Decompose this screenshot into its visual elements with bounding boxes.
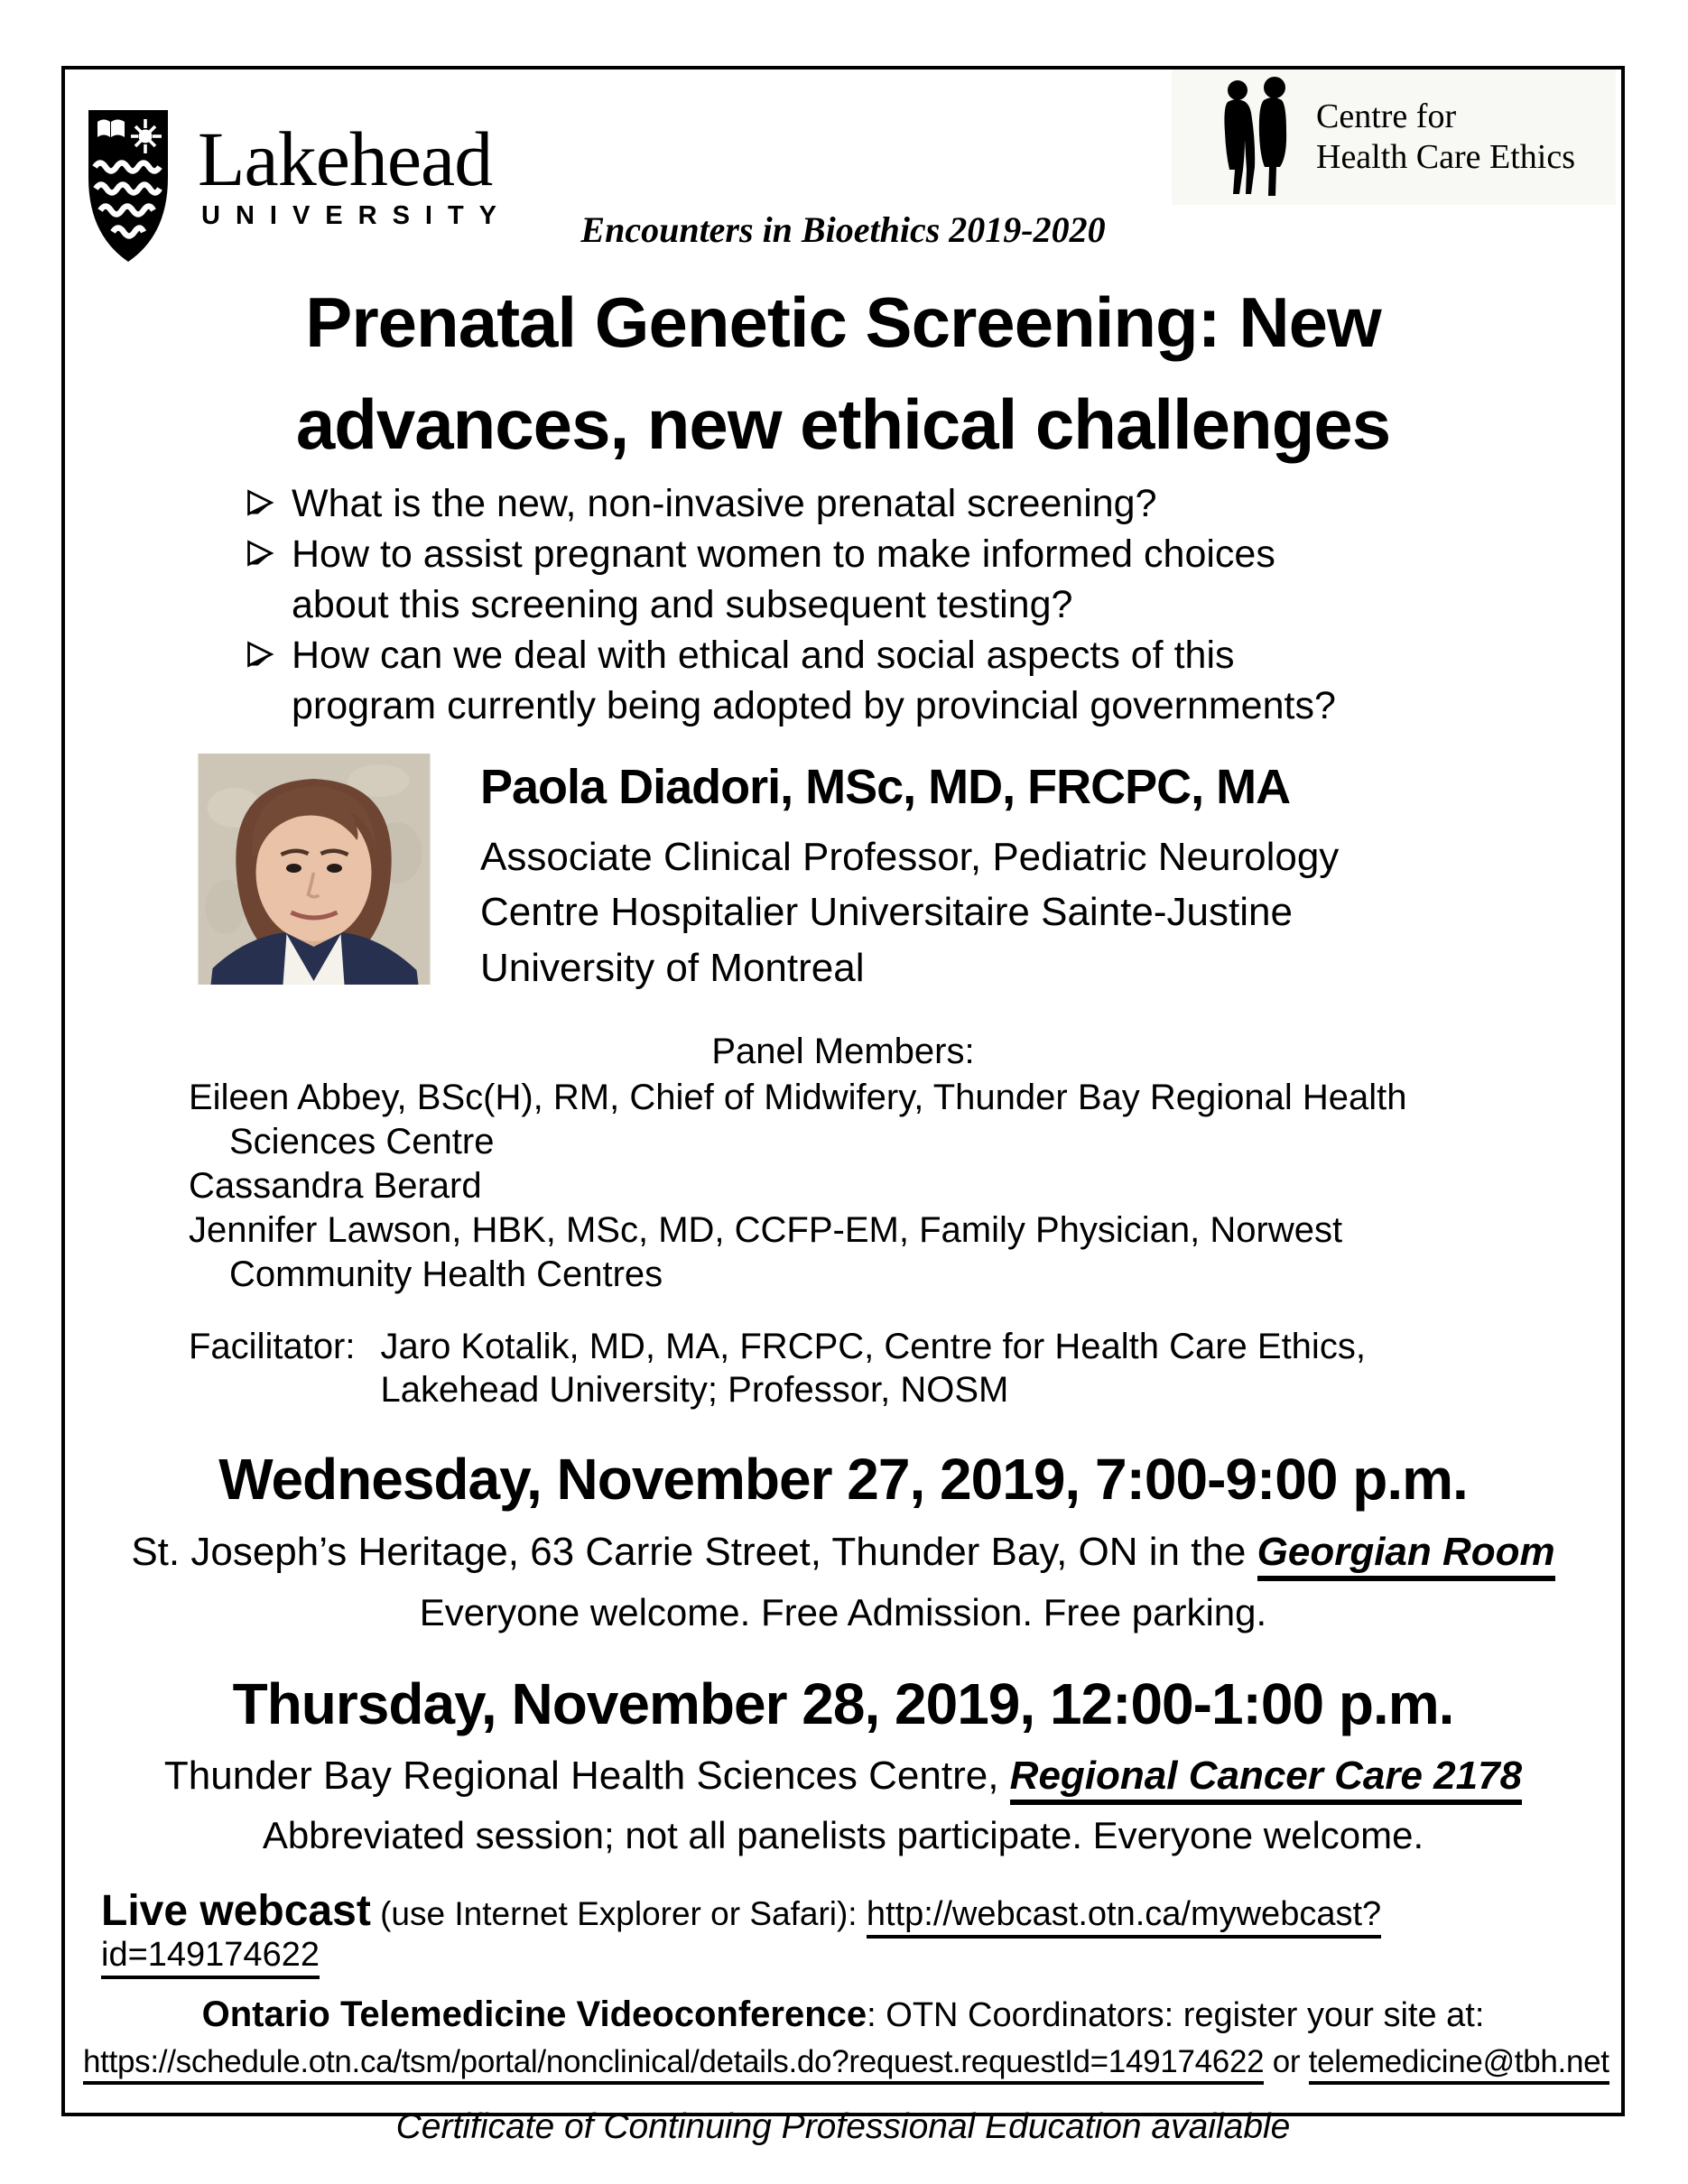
- chce-line1: Centre for: [1316, 97, 1457, 136]
- arrow-bullet-icon: [245, 530, 292, 569]
- lakehead-university-text: UNIVERSITY: [201, 201, 513, 230]
- panel-member-text: Community Health Centres: [229, 1254, 663, 1294]
- header: [101, 93, 1585, 264]
- panel-members-list: [189, 1076, 1585, 1296]
- panel-member: [189, 1208, 1585, 1297]
- facilitator-section: [189, 1325, 1585, 1411]
- speaker-name: Paola Diadori, MSc, MD, FRCPC, MA: [480, 759, 1291, 814]
- session1-datetime: Wednesday, November 27, 2019, 7:00-9:00 p.m.: [218, 1447, 1468, 1513]
- question-item: [245, 530, 1585, 631]
- panel-member-text: Cassandra Berard: [189, 1166, 482, 1207]
- event-title: Prenatal Genetic Screening: New advances, new ethical challenges: [295, 282, 1391, 465]
- telemedicine-email-link[interactable]: telemedicine@tbh.net: [1309, 2044, 1609, 2085]
- flyer-frame: [61, 66, 1625, 2147]
- questions-list: [245, 479, 1585, 731]
- webcast-line: [101, 1886, 1585, 1975]
- otn-schedule-link[interactable]: https://schedule.otn.ca/tsm/portal/nonclinical/details.do?request.requestId=149174622: [83, 2044, 1264, 2085]
- panel-member: [189, 1076, 1585, 1164]
- question-item-text: How can we deal with ethical and social aspects of this: [292, 633, 1235, 677]
- otn-line: [101, 1994, 1585, 2035]
- question-item: [245, 479, 1585, 530]
- session2-datetime: Thursday, November 28, 2019, 12:00-1:00 p.m.: [232, 1671, 1454, 1737]
- question-item-text: What is the new, non-invasive prenatal screening?: [292, 482, 1157, 526]
- or-text: or: [1264, 2044, 1309, 2080]
- people-silhouettes-icon: [1219, 77, 1298, 198]
- webcast-instructions: (use Internet Explorer or Safari):: [380, 1895, 867, 1933]
- session1-note: Everyone welcome. Free Admission. Free parking.: [419, 1591, 1267, 1634]
- facilitator-label: Facilitator:: [189, 1327, 356, 1367]
- session1-location: [101, 1530, 1585, 1576]
- certificate-note: Certificate of Continuing Professional Education available: [395, 2107, 1291, 2147]
- facilitator-line2: Lakehead University; Professor, NOSM: [380, 1370, 1009, 1411]
- arrow-bullet-icon: [245, 631, 292, 670]
- session2-note: Abbreviated session; not all panelists participate. Everyone welcome.: [262, 1814, 1424, 1857]
- panel-member-text: Jennifer Lawson, HBK, MSc, MD, CCFP-EM, Family Physician, Norwest: [189, 1209, 1343, 1250]
- session2-location: [101, 1754, 1585, 1800]
- series-tagline: Encounters in Bioethics 2019-2020: [580, 209, 1106, 250]
- lakehead-wordmark: Lakehead: [198, 116, 493, 202]
- webcast-link[interactable]: http://webcast.otn.ca/mywebcast?id=149174622: [101, 1895, 1381, 1979]
- speaker-section: [198, 754, 1585, 996]
- session1-room: Georgian Room: [1257, 1530, 1555, 1581]
- otn-instructions: : OTN Coordinators: register your site at:: [867, 1996, 1485, 2035]
- chce-line2: Health Care Ethics: [1316, 138, 1576, 176]
- panel-member-text: Sciences Centre: [229, 1122, 495, 1162]
- otn-registration-line: [83, 2044, 1609, 2080]
- chce-logo: [1172, 69, 1616, 205]
- panel-member-text: Eileen Abbey, BSc(H), RM, Chief of Midwifery, Thunder Bay Regional Health: [189, 1078, 1407, 1118]
- session2-room: Regional Cancer Care 2178: [1010, 1754, 1522, 1805]
- arrow-bullet-icon: [245, 479, 292, 518]
- otn-label: Ontario Telemedicine Videoconference: [201, 1994, 867, 2035]
- session2-location-text: Thunder Bay Regional Health Sciences Centre,: [163, 1754, 1010, 1799]
- webcast-label: Live webcast: [101, 1887, 371, 1936]
- question-item-text: about this screening and subsequent testing?: [292, 582, 1073, 626]
- question-item-text: How to assist pregnant women to make informed choices: [292, 532, 1275, 577]
- panel-heading: Panel Members:: [711, 1032, 975, 1072]
- session1-location-text: St. Joseph’s Heritage, 63 Carrie Street, Thunder Bay, ON in the: [131, 1529, 1257, 1574]
- question-item-text: program currently being adopted by provincial governments?: [292, 683, 1336, 727]
- speaker-photo: [198, 754, 431, 985]
- speaker-university: University of Montreal: [480, 945, 865, 990]
- speaker-role: Associate Clinical Professor, Pediatric Neurology: [480, 834, 1340, 879]
- facilitator-line1: Jaro Kotalik, MD, MA, FRCPC, Centre for Health Care Ethics,: [380, 1327, 1366, 1367]
- panel-member: [189, 1164, 1585, 1208]
- question-item: [245, 631, 1585, 732]
- speaker-hospital: Centre Hospitalier Universitaire Sainte-Justine: [480, 890, 1293, 935]
